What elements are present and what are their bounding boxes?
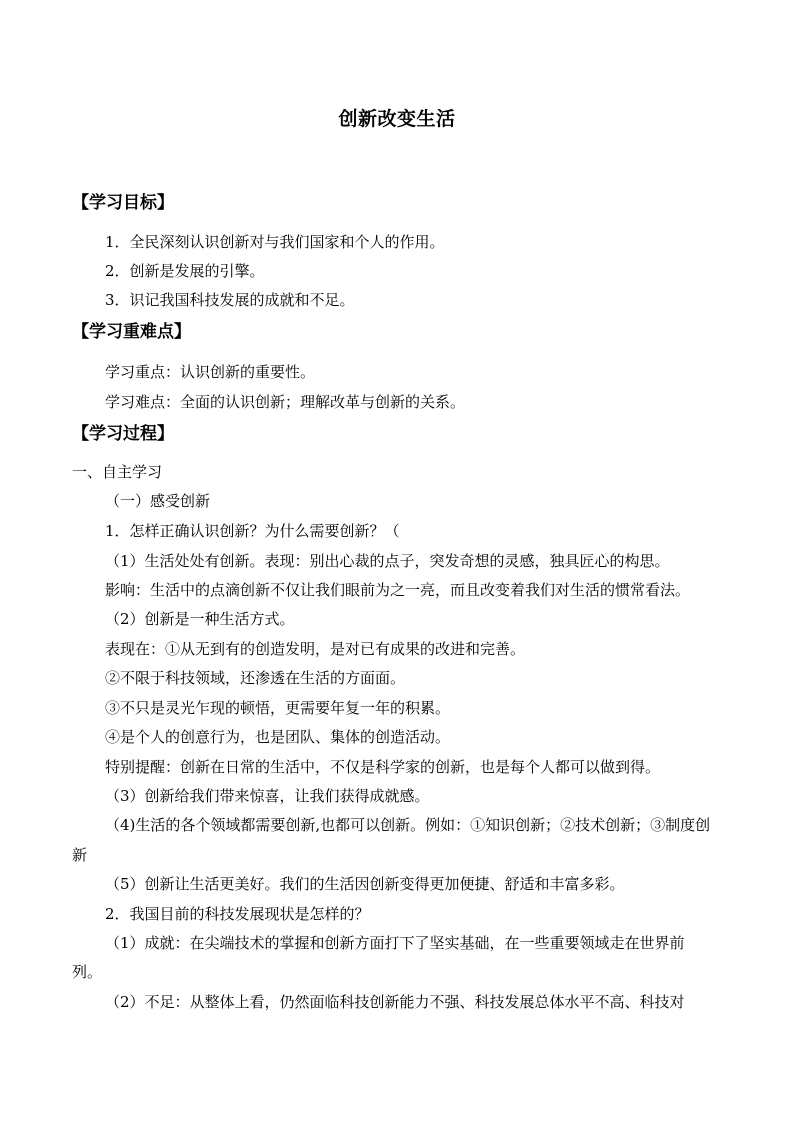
- section-heading-process: 【学习过程】: [72, 424, 174, 444]
- goal-item-3: 3．识记我国科技发展的成就和不足。: [105, 291, 355, 309]
- goal-item-1: 1．全民深刻认识创新对与我们国家和个人的作用。: [105, 233, 445, 251]
- section-heading-key-points: 【学习重难点】: [72, 322, 191, 342]
- process-line: ④是个人的创意行为，也是团队、集体的创造活动。: [105, 728, 451, 746]
- key-point-item-1: 学习重点：认识创新的重要性。: [105, 363, 316, 381]
- section-heading-goals: 【学习目标】: [72, 193, 174, 213]
- process-line: 列。: [72, 963, 103, 981]
- process-line: （2）创新是一种生活方式。: [105, 610, 295, 628]
- page-title: 创新改变生活: [338, 108, 456, 130]
- process-line: 一、自主学习: [72, 463, 163, 481]
- process-line: 2．我国目前的科技发展现状是怎样的？: [105, 905, 370, 923]
- process-line: （2）不足：从整体上看，仍然面临科技创新能力不强、科技发展总体水平不高、科技对: [105, 993, 685, 1011]
- process-line: （一）感受创新: [105, 492, 211, 510]
- process-line: （4)生活的各个领域都需要创新,也都可以创新。例如：①知识创新；②技术创新；③制度创: [105, 816, 711, 834]
- process-line: ②不限于科技领域，还渗透在生活的方面面。: [105, 669, 406, 687]
- process-line: 1．怎样正确认识创新？为什么需要创新？（: [105, 522, 400, 540]
- process-line: （1）生活处处有创新。表现：别出心裁的点子，突发奇想的灵感，独具匠心的构思。: [105, 552, 670, 570]
- process-line: （1）成就：在尖端技术的掌握和创新方面打下了坚实基础，在一些重要领域走在世界前: [105, 934, 685, 952]
- process-line: （5）创新让生活更美好。我们的生活因创新变得更加便捷、舒适和丰富多彩。: [105, 875, 625, 893]
- goal-item-2: 2．创新是发展的引擎。: [105, 262, 265, 280]
- process-line: 新: [72, 846, 88, 864]
- key-point-item-2: 学习难点：全面的认识创新；理解改革与创新的关系。: [105, 393, 466, 411]
- process-line: ③不只是灵光乍现的顿悟，更需要年复一年的积累。: [105, 699, 451, 717]
- process-line: （3）创新给我们带来惊喜，让我们获得成就感。: [105, 787, 430, 805]
- process-line: 影响：生活中的点滴创新不仅让我们眼前为之一亮，而且改变着我们对生活的惯常看法。: [105, 581, 691, 599]
- process-line: 表现在：①从无到有的创造发明，是对已有成果的改进和完善。: [105, 640, 526, 658]
- process-line: 特别提醒：创新在日常的生活中，不仅是科学家的创新，也是每个人都可以做到得。: [105, 758, 661, 776]
